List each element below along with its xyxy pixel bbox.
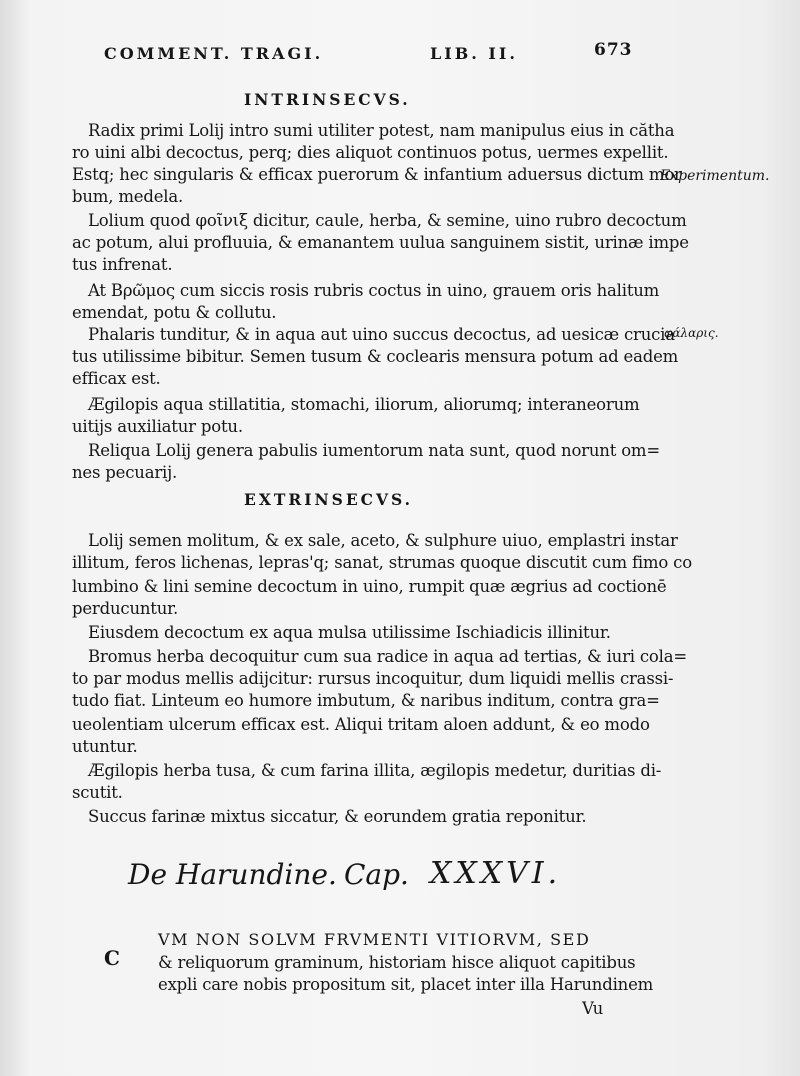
text-line: Lolij semen molitum, & ex sale, aceto, & sulphure uiuo, emplastri instar — [88, 531, 678, 550]
text-line: & reliquorum graminum, historiam hisce aliquot capitibus — [158, 953, 636, 972]
text-line: uitijs auxiliatur potu. — [72, 417, 243, 436]
running-head-book: LIB. II. — [430, 44, 518, 63]
opening-caps-line: VM NON SOLVM FRVMENTI VITIORVM, SED — [158, 930, 591, 949]
running-head-title: COMMENT. TRAGI. — [104, 44, 324, 63]
text-line: scutit. — [72, 783, 123, 802]
section-heading-intrinsecus: INTRINSECVS. — [244, 90, 411, 109]
text-line: Lolium quod φοῖνιξ dicitur, caule, herba, & semine, uino rubro decoctum — [88, 211, 687, 230]
text-line: tus utilissime bibitur. Semen tusum & coclearis mensura potum ad eadem — [72, 347, 679, 366]
text-line: ueolentiam ulcerum efficax est. Aliqui tritam aloen addunt, & eo modo — [72, 715, 650, 734]
text-line: perducuntur. — [72, 599, 179, 618]
text-line: Ægilopis aqua stillatitia, stomachi, iliorum, aliorumq; interaneorum — [88, 395, 640, 414]
catchword: Vu — [582, 999, 604, 1018]
margin-note-experimentum: Experimentum. — [660, 168, 770, 184]
text-line: Eiusdem decoctum ex aqua mulsa utilissime Ischiadicis illinitur. — [88, 623, 611, 642]
text-line: lumbino & lini semine decoctum in uino, rumpit quæ ægrius ad coctionē — [72, 577, 667, 596]
initial-letter: C — [104, 946, 120, 970]
chapter-number: XXXVI. — [430, 856, 562, 891]
text-line: Estq; hec singularis & efficax puerorum & infantium aduersus dictum mor — [72, 165, 682, 184]
text-line: ro uini albi decoctus, perq; dies aliquot continuos potus, uermes expellit. — [72, 143, 669, 162]
text-line: emendat, potu & collutu. — [72, 303, 277, 322]
text-line: Bromus herba decoquitur cum sua radice in aqua ad tertias, & iuri cola= — [88, 647, 688, 666]
text-line: illitum, feros lichenas, lepras'q; sanat, strumas quoque discutit cum fimo co — [72, 553, 692, 572]
chapter-title: De Harundine. — [128, 858, 337, 891]
text-line: At Βρῶμος cum siccis rosis rubris coctus in uino, grauem oris halitum — [88, 281, 660, 300]
section-heading-extrinsecus: EXTRINSECVS. — [244, 490, 414, 509]
text-line: Radix primi Lolij intro sumi utiliter potest, nam manipulus eius in cătha — [88, 121, 675, 140]
text-line: ac potum, alui profluuia, & emanantem uulua sanguinem sistit, urinæ impe — [72, 233, 689, 252]
text-line: Ægilopis herba tusa, & cum farina illita, ægilopis medetur, duritias di- — [88, 761, 662, 780]
text-line: Phalaris tunditur, & in aqua aut uino succus decoctus, ad uesicæ crucia — [88, 325, 675, 344]
text-line: Reliqua Lolij genera pabulis iumentorum nata sunt, quod norunt om= — [88, 441, 661, 460]
text-line: Succus farinæ mixtus siccatur, & eorundem gratia reponitur. — [88, 807, 587, 826]
text-line: nes pecuarij. — [72, 463, 178, 482]
text-line: tus infrenat. — [72, 255, 173, 274]
text-line: expli care nobis propositum sit, placet inter illa Harundinem — [158, 975, 654, 994]
text-line: tudo fiat. Linteum eo humore imbutum, & naribus inditum, contra gra= — [72, 691, 660, 710]
text-line: to par modus mellis adijcitur: rursus incoquitur, dum liquidi mellis crassi- — [72, 669, 674, 688]
text-line: bum, medela. — [72, 187, 184, 206]
page-number: 673 — [594, 40, 633, 60]
chapter-cap-label: Cap. — [344, 858, 409, 891]
margin-note-greek: φάλαρις. — [664, 326, 719, 340]
text-line: efficax est. — [72, 369, 161, 388]
text-line: utuntur. — [72, 737, 138, 756]
